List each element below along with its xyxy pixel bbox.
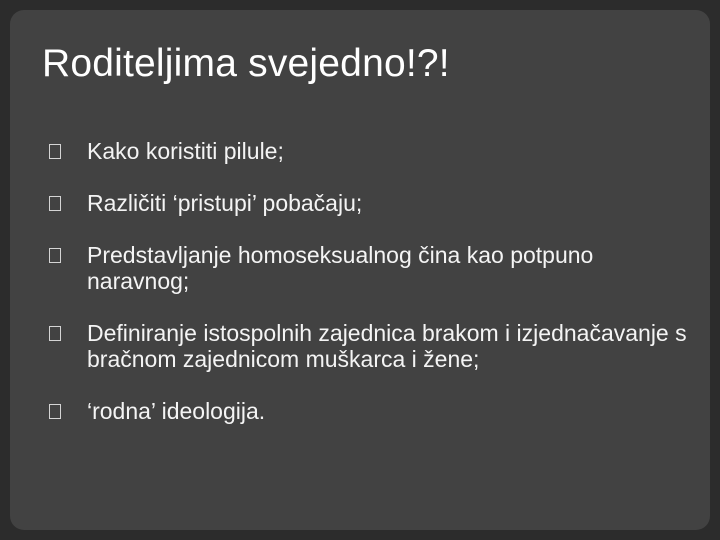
square-bullet-icon: [49, 144, 61, 159]
square-bullet-icon: [49, 404, 61, 419]
bullet-text: Različiti ‘pristupi’ pobačaju;: [87, 190, 363, 216]
bullet-text: ‘rodna’ ideologija.: [87, 398, 266, 424]
bullet-text: Definiranje istospolnih zajednica brakom i izjednačavanje s bračnom zajednicom muškarca i žene;: [87, 320, 687, 372]
bullet-item: [47, 320, 697, 372]
bullet-text: Kako koristiti pilule;: [87, 138, 284, 164]
bullet-item: [47, 190, 697, 216]
bullet-list: [47, 138, 697, 450]
bullet-text: Predstavljanje homoseksualnog čina kao potpuno naravnog;: [87, 242, 594, 294]
bullet-item: [47, 398, 697, 424]
square-bullet-icon: [49, 326, 61, 341]
slide-title: Roditeljima svejedno!?!: [42, 42, 450, 85]
bullet-item: [47, 242, 697, 294]
square-bullet-icon: [49, 248, 61, 263]
slide-panel: [10, 10, 710, 530]
bullet-item: [47, 138, 697, 164]
square-bullet-icon: [49, 196, 61, 211]
